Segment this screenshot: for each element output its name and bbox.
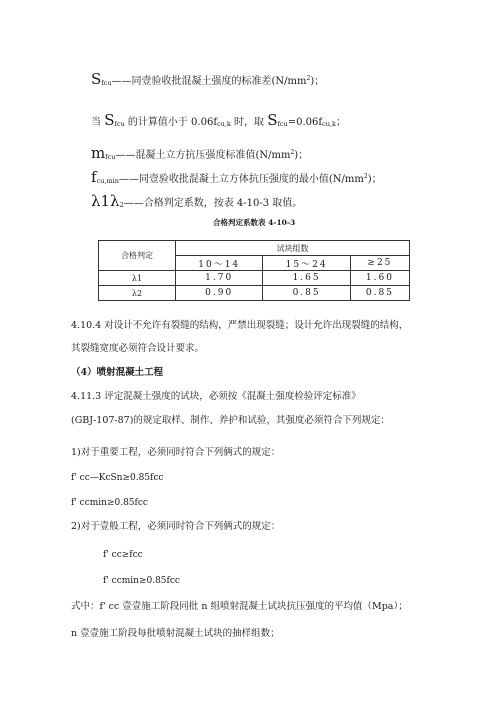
formula-2: f' ccmin≥0.85fcc (71, 498, 148, 508)
definition-end: )； (310, 76, 325, 87)
table-cell: 1.65 (263, 271, 350, 286)
coefficient-table (98, 240, 410, 301)
paragraph-4-10-4-cont: 其裂缝宽度必须符合设计要求。 (71, 343, 205, 354)
section-heading-shotcrete: （4）喷射混凝土工程 (71, 367, 164, 378)
table-cell: 0.90 (176, 286, 263, 301)
table-cell: 1.70 (176, 271, 263, 286)
line-sfcu (91, 72, 324, 90)
row-label: λ1 (99, 271, 176, 286)
definition-end: )； (294, 150, 309, 161)
subscript: fcu (277, 120, 288, 128)
symbol-s: S (104, 111, 115, 129)
formula-3: f' cc≥fcc (103, 550, 143, 560)
header-group-count: 试块组数 (176, 241, 410, 256)
text: 当 (91, 117, 105, 128)
subscript: cu,min (96, 177, 119, 185)
definition-text: ——同壹验收批混凝土立方体抗压强度的最小值(N/mm (118, 174, 364, 185)
text: ； (335, 117, 346, 128)
superscript: 2 (363, 173, 368, 180)
subscript: 2 (119, 201, 124, 209)
superscript: 2 (290, 149, 295, 156)
text: =0.06f (287, 117, 323, 128)
text: 时，取 (230, 117, 268, 128)
line-mfcu (91, 146, 308, 164)
formula-1: f' cc—KcSn≥0.85fcc (71, 473, 164, 483)
paragraph-4-11-3-cont: (GBJ-107-87)的规定取样、制作、养护和试验，其强度必须符合下列规定： (71, 415, 390, 426)
row-label: λ2 (99, 286, 176, 301)
table-cell: 0.85 (263, 286, 350, 301)
table-header-row (99, 241, 410, 256)
subscript: fcu (105, 153, 116, 161)
table-cell: 0.85 (350, 286, 409, 301)
table-caption: 合格判定系数表 4-10-3 (213, 218, 296, 227)
table-row (99, 286, 410, 301)
clause-1: 1)对于重要工程，必须同时符合下列俩式的规定： (71, 447, 281, 458)
symbol-lambda: λ1λ (91, 192, 120, 210)
col-25: ≥25 (350, 256, 409, 271)
definition-text: ——混凝土立方抗压强度标准值(N/mm (115, 150, 291, 161)
symbol-s: S (267, 111, 278, 129)
col-15-24: 15～24 (263, 256, 350, 271)
definition-text: ——同壹验收批混凝土强度的标准差(N/mm (111, 76, 307, 87)
table-cell: 1.60 (350, 271, 409, 286)
line-fcumin (91, 170, 382, 188)
subscript: cu,k (217, 120, 231, 128)
text: 的计算值小于 0.06f (124, 117, 218, 128)
table-row (99, 271, 410, 286)
clause-2: 2)对于壹般工程，必须同时符合下列俩式的规定： (71, 521, 281, 532)
paragraph-4-11-3: 4.11.3 评定混凝土强度的试块，必须按《混凝土强度检验评定标准》 (71, 391, 361, 402)
symbol-s: S (91, 70, 102, 88)
line-lambda (91, 194, 302, 212)
symbol-m: m (91, 144, 106, 162)
header-judge: 合格判定 (99, 241, 176, 271)
superscript: 2 (306, 75, 311, 82)
subscript: cu,k (322, 120, 336, 128)
formula-4: f' ccmin≥0.85fcc (103, 576, 180, 586)
definition-end: )； (367, 174, 382, 185)
subscript: fcu (114, 120, 125, 128)
definition-n: n 壹壹施工阶段每批喷射混凝土试块的抽样组数； (71, 628, 280, 639)
col-10-14: 10～14 (176, 256, 263, 271)
subscript: fcu (101, 79, 112, 87)
line-condition (91, 113, 346, 131)
definition-fcc: 式中：f' cc 壹壹施工阶段同批 n 组喷射混凝土试块抗压强度的平均值（Mpa）； (71, 601, 408, 612)
definition-text: ——合格判定系数，按表 4-10-3 取值。 (123, 198, 303, 209)
paragraph-4-10-4: 4.10.4 对设计不允许有裂缝的结构，严禁出现裂缝；设计允许出现裂缝的结构， (71, 320, 409, 331)
symbol-f: f (91, 168, 97, 186)
